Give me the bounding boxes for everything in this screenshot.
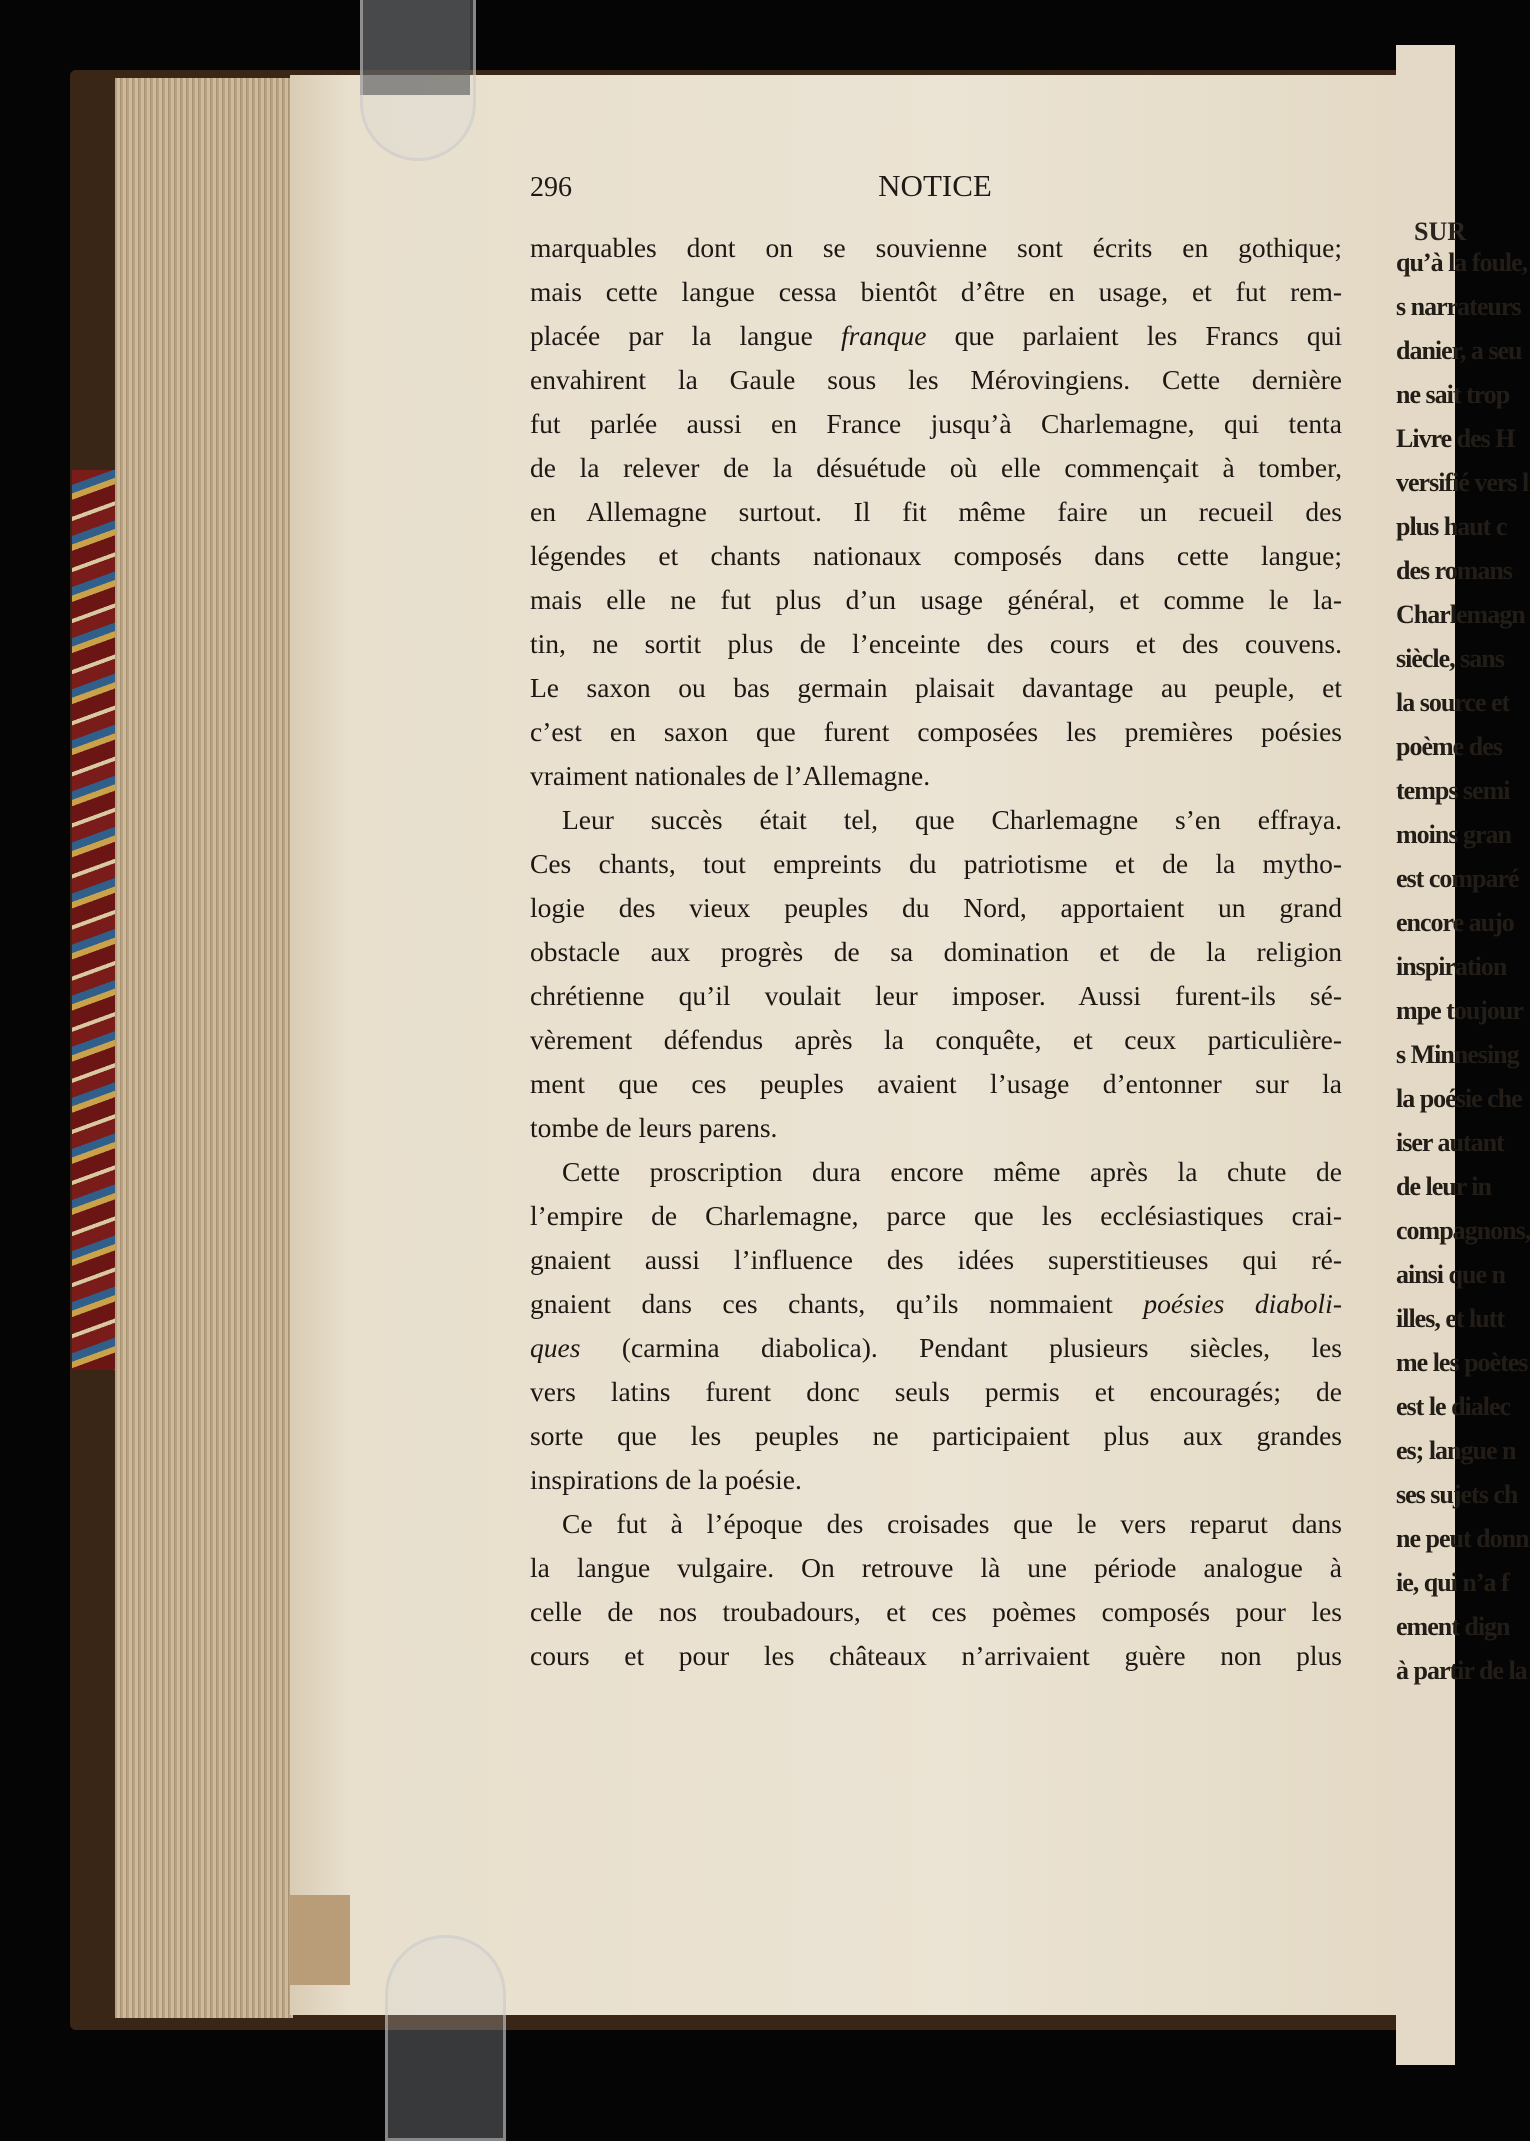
paragraph xyxy=(530,226,1342,798)
right-page-line: s Minnesing xyxy=(1396,1040,1519,1069)
text-segment: la langue vulgaire. On retrouve là une période analogue à xyxy=(530,1552,1342,1583)
text-line xyxy=(530,402,1342,446)
text-segment: tin, ne sortit plus de l’enceinte des cours et des couvens. xyxy=(530,628,1342,659)
right-page-line: est le dialec xyxy=(1396,1392,1511,1421)
right-page-line: ne sait trop xyxy=(1396,380,1510,409)
text-segment: obstacle aux progrès de sa domination et de la religion xyxy=(530,936,1342,967)
paragraph xyxy=(530,798,1342,1150)
text-segment: vraiment nationales de l’Allemagne. xyxy=(530,760,931,791)
right-page-line: est comparé xyxy=(1396,864,1519,893)
right-page-line: poème des xyxy=(1396,732,1502,761)
right-page-line: à partir de la xyxy=(1396,1656,1527,1685)
page-edges xyxy=(115,78,293,2018)
text-line xyxy=(530,490,1342,534)
text-segment: Ces chants, tout empreints du patriotisme et de la mytho- xyxy=(530,848,1342,879)
text-line xyxy=(530,842,1342,886)
text-line xyxy=(530,534,1342,578)
text-segment: mais elle ne fut plus d’un usage général, et comme le la- xyxy=(530,584,1342,615)
text-segment: vèrement défendus après la conquête, et ceux particulière- xyxy=(530,1024,1342,1055)
right-page-line: mpe toujour xyxy=(1396,996,1523,1025)
right-page-line: temps semi xyxy=(1396,776,1510,805)
text-segment: logie des vieux peuples du Nord, apportaient un grand xyxy=(530,892,1342,923)
right-page-line: la poésie che xyxy=(1396,1084,1522,1113)
right-page-line: inspiration xyxy=(1396,952,1507,981)
text-line xyxy=(530,1150,1342,1194)
text-line xyxy=(530,754,1342,798)
right-page-line: illes, et lutt xyxy=(1396,1304,1505,1333)
text-segment: gnaient aussi l’influence des idées superstitieuses qui ré- xyxy=(530,1244,1342,1275)
text-segment: vers latins furent donc seuls permis et encouragés; de xyxy=(530,1376,1342,1407)
right-page-line: de leur in xyxy=(1396,1172,1491,1201)
right-page-line: compagnons, xyxy=(1396,1216,1530,1245)
text-segment: que parlaient les Francs qui xyxy=(926,320,1343,351)
text-segment: inspirations de la poésie. xyxy=(530,1464,802,1495)
paragraph xyxy=(530,1150,1342,1502)
right-page-line: la source et xyxy=(1396,688,1510,717)
right-page-line: moins gran xyxy=(1396,820,1511,849)
text-line xyxy=(530,930,1342,974)
text-segment: sorte que les peuples ne participaient plus aux grandes xyxy=(530,1420,1342,1451)
paragraph xyxy=(530,1502,1342,1678)
text-line xyxy=(530,798,1342,842)
running-head: NOTICE xyxy=(878,168,992,203)
right-page-line: s narrateurs xyxy=(1396,292,1521,321)
right-page-line: Livre des H xyxy=(1396,424,1515,453)
text-line xyxy=(530,270,1342,314)
text-line xyxy=(530,1238,1342,1282)
text-line xyxy=(530,358,1342,402)
body-text xyxy=(530,226,1342,1678)
text-segment: envahirent la Gaule sous les Mérovingiens. Cette dernière xyxy=(530,364,1342,395)
text-line xyxy=(530,1282,1342,1326)
text-segment: placée par la langue xyxy=(530,320,841,351)
right-page-line: ie, qui n’a f xyxy=(1396,1568,1509,1597)
text-segment: légendes et chants nationaux composés dans cette langue; xyxy=(530,540,1342,571)
marbled-edge xyxy=(72,470,117,1370)
page-number: 296 xyxy=(530,172,572,203)
text-line xyxy=(530,578,1342,622)
text-segment: tombe de leurs parens. xyxy=(530,1112,778,1143)
right-page-line: Charlemagn xyxy=(1396,600,1525,629)
text-line xyxy=(530,1370,1342,1414)
text-line xyxy=(530,1326,1342,1370)
text-segment: cours et pour les châteaux n’arrivaient guère non plus xyxy=(530,1640,1342,1671)
text-line xyxy=(530,1502,1342,1546)
text-line xyxy=(530,974,1342,1018)
right-page xyxy=(1396,45,1530,2065)
text-segment: c’est en saxon que furent composées les premières poésies xyxy=(530,716,1342,747)
text-line xyxy=(530,1018,1342,1062)
text-segment: Leur succès était tel, que Charlemagne s’en effraya. xyxy=(562,804,1342,835)
text-segment: fut parlée aussi en France jusqu’à Charlemagne, qui tenta xyxy=(530,408,1342,439)
right-page-line: iser autant xyxy=(1396,1128,1504,1157)
text-line xyxy=(530,1414,1342,1458)
text-line xyxy=(530,226,1342,270)
text-line xyxy=(530,1062,1342,1106)
paper-stain xyxy=(290,1895,350,1985)
right-page-line: ement dign xyxy=(1396,1612,1510,1641)
right-page-line: ainsi que n xyxy=(1396,1260,1505,1289)
right-page-line: ne peut donn xyxy=(1396,1524,1529,1553)
right-page-line: qu’à la foule, xyxy=(1396,248,1528,277)
text-line xyxy=(530,1546,1342,1590)
right-page-line: siècle, sans xyxy=(1396,644,1504,673)
text-line xyxy=(530,1106,1342,1150)
italic-text: poésies diaboli- xyxy=(1143,1288,1342,1319)
text-segment: Ce fut à l’époque des croisades que le vers reparut dans xyxy=(562,1508,1342,1539)
right-page-line: encore aujo xyxy=(1396,908,1514,937)
italic-text: ques xyxy=(530,1332,581,1363)
text-segment: mais cette langue cessa bientôt d’être en usage, et fut rem- xyxy=(530,276,1342,307)
page-clip-top xyxy=(360,0,476,161)
text-line xyxy=(530,1634,1342,1678)
page-clip-bottom xyxy=(385,1935,506,2141)
text-line xyxy=(530,666,1342,710)
text-line xyxy=(530,446,1342,490)
right-running-head: SUR xyxy=(1414,217,1467,246)
text-segment: gnaient dans ces chants, qu’ils nommaient xyxy=(530,1288,1144,1319)
text-line xyxy=(530,1194,1342,1238)
right-page-line: ses sujets ch xyxy=(1396,1480,1518,1509)
text-segment: l’empire de Charlemagne, parce que les ecclésiastiques crai- xyxy=(530,1200,1342,1231)
text-line xyxy=(530,1590,1342,1634)
text-segment: marquables dont on se souvienne sont écrits en gothique; xyxy=(530,232,1342,263)
text-segment: chrétienne qu’il voulait leur imposer. Aussi furent-ils sé- xyxy=(530,980,1342,1011)
page-header xyxy=(530,168,1340,208)
text-line xyxy=(530,314,1342,358)
text-line xyxy=(530,622,1342,666)
right-page-line: versifié vers l xyxy=(1396,468,1529,497)
text-segment: en Allemagne surtout. Il fit même faire un recueil des xyxy=(530,496,1342,527)
italic-text: franque xyxy=(840,320,927,351)
right-page-line: me les poètes xyxy=(1396,1348,1528,1377)
right-page-line: es; langue n xyxy=(1396,1436,1516,1465)
text-segment: de la relever de la désuétude où elle commençait à tomber, xyxy=(530,452,1342,483)
text-segment: Cette proscription dura encore même après la chute de xyxy=(562,1156,1342,1187)
right-page-line: danier, a seu xyxy=(1396,336,1522,365)
text-segment: Le saxon ou bas germain plaisait davantage au peuple, et xyxy=(530,672,1342,703)
text-line xyxy=(530,1458,1342,1502)
text-segment: (carmina diabolica). Pendant plusieurs siècles, les xyxy=(580,1332,1342,1363)
text-segment: celle de nos troubadours, et ces poèmes composés pour les xyxy=(530,1596,1342,1627)
text-line xyxy=(530,710,1342,754)
right-page-line: des romans xyxy=(1396,556,1512,585)
text-line xyxy=(530,886,1342,930)
right-page-line: plus haut c xyxy=(1396,512,1507,541)
text-segment: ment que ces peuples avaient l’usage d’entonner sur la xyxy=(530,1068,1342,1099)
